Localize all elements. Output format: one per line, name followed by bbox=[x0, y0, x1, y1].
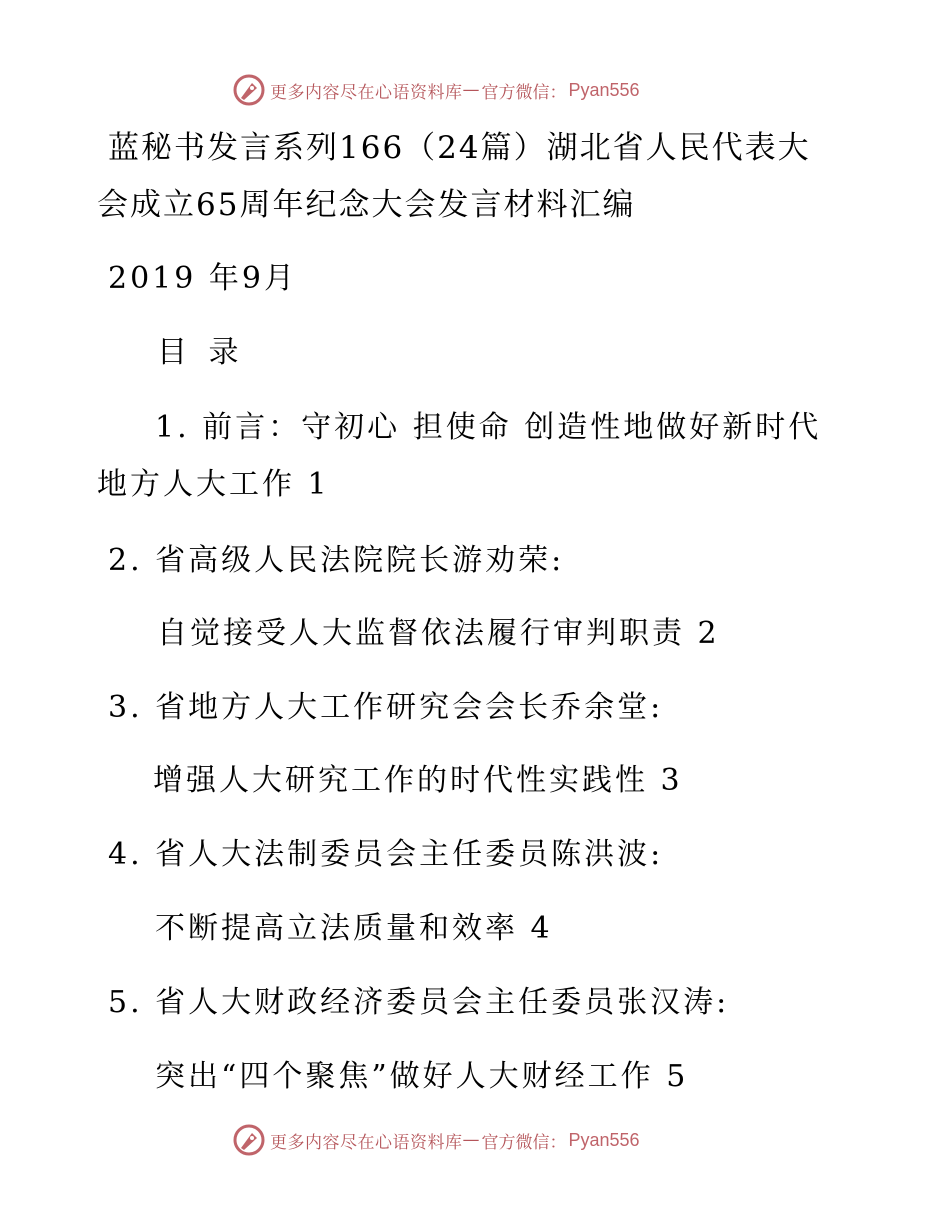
watermark-dash: — bbox=[462, 80, 480, 100]
toc-item-5-line-1: 5. 省人大财政经济委员会主任委员张汉涛: bbox=[108, 985, 730, 1020]
toc-item-3-line-2: 增强人大研究工作的时代性实践性 3 bbox=[153, 763, 683, 798]
watermark-wechat-id: Pyan556 bbox=[568, 1129, 640, 1150]
toc-item-2-line-1: 2. 省高级人民法院院长游劝荣: bbox=[108, 543, 565, 578]
doc-title-line-2: 会成立65周年纪念大会发言材料汇编 bbox=[97, 187, 636, 223]
watermark-wechat-label: 官方微信： bbox=[481, 82, 567, 103]
watermark-dash: — bbox=[462, 1130, 480, 1150]
watermark-text: 更多内容尽在心语资料库 bbox=[270, 82, 463, 103]
pen-nib-icon bbox=[232, 1123, 266, 1157]
toc-item-1-line-1: 1. 前言：守初心 担使命 创造性地做好新时代 bbox=[155, 410, 822, 445]
toc-item-4-line-1: 4. 省人大法制委员会主任委员陈洪波: bbox=[108, 837, 664, 872]
toc-item-3-line-1: 3. 省地方人大工作研究会会长乔余堂: bbox=[108, 690, 664, 725]
watermark-banner-top bbox=[232, 72, 640, 108]
toc-heading: 目 录 bbox=[157, 335, 245, 370]
watermark-wechat-id: Pyan556 bbox=[568, 79, 640, 100]
doc-title-line-1: 蓝秘书发言系列166（24篇）湖北省人民代表大 bbox=[108, 130, 811, 166]
watermark-text: 更多内容尽在心语资料库 bbox=[270, 1132, 463, 1153]
doc-date: 2019 年9月 bbox=[108, 261, 297, 296]
toc-item-2-line-2: 自觉接受人大监督依法履行审判职责 2 bbox=[157, 616, 720, 651]
pen-nib-icon bbox=[232, 73, 266, 107]
toc-item-4-line-2: 不断提高立法质量和效率 4 bbox=[155, 911, 553, 946]
toc-item-1-line-2: 地方人大工作 1 bbox=[97, 467, 330, 502]
watermark-banner-bottom bbox=[232, 1122, 640, 1158]
toc-item-5-line-2: 突出“四个聚焦”做好人大财经工作 5 bbox=[155, 1059, 689, 1094]
watermark-wechat-label: 官方微信： bbox=[481, 1132, 567, 1153]
